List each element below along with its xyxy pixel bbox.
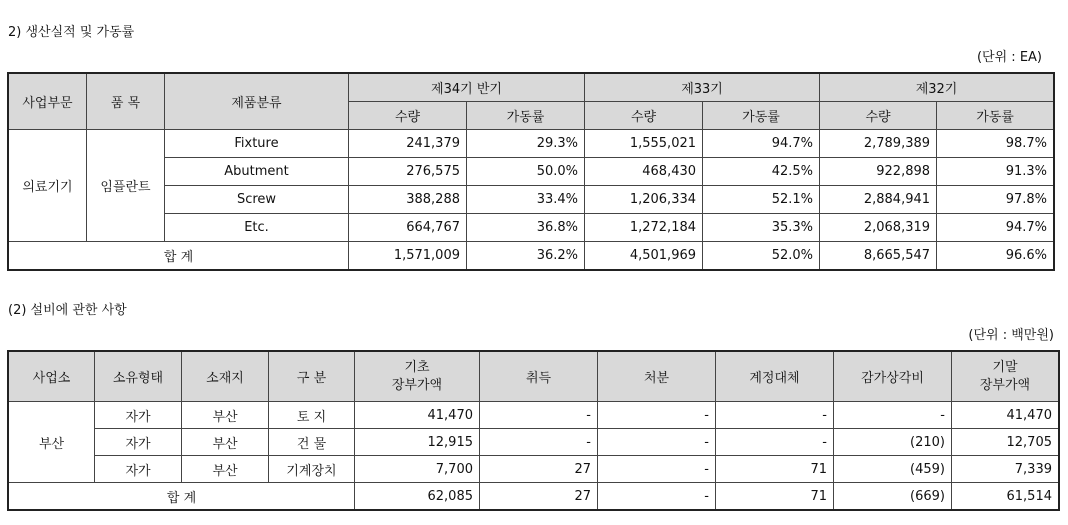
- facility-table: [8, 351, 1059, 510]
- qty-cell: 1,206,334: [585, 186, 703, 214]
- item-cell: 임플란트: [87, 130, 165, 242]
- col-item: 품 목: [87, 74, 165, 130]
- value-cell: (210): [834, 429, 952, 456]
- rate-cell: 94.7%: [703, 130, 820, 158]
- total-value: -: [598, 483, 716, 510]
- qty-cell: 922,898: [820, 158, 937, 186]
- col-depreciation: 감가상각비: [834, 352, 952, 402]
- value-cell: 7,339: [952, 456, 1059, 483]
- total-value: (669): [834, 483, 952, 510]
- col-period-34: 제34기 반기: [349, 74, 585, 102]
- col-rate: 가동률: [467, 102, 585, 130]
- qty-cell: 241,379: [349, 130, 467, 158]
- col-category: 제품분류: [165, 74, 349, 130]
- rate-cell: 52.1%: [703, 186, 820, 214]
- col-opening-book-value: [355, 352, 480, 402]
- table-row: [9, 130, 1054, 158]
- value-cell: -: [598, 429, 716, 456]
- qty-cell: 1,555,021: [585, 130, 703, 158]
- qty-cell: 1,272,184: [585, 214, 703, 242]
- section1-unit: (단위 : EA): [976, 50, 1042, 65]
- rate-cell: 35.3%: [703, 214, 820, 242]
- total-rate: 36.2%: [467, 242, 585, 270]
- rate-cell: 50.0%: [467, 158, 585, 186]
- col-period-33: 제33기: [585, 74, 820, 102]
- total-value: 27: [480, 483, 598, 510]
- qty-cell: 276,575: [349, 158, 467, 186]
- total-qty: 1,571,009: [349, 242, 467, 270]
- qty-cell: 2,068,319: [820, 214, 937, 242]
- value-cell: 71: [716, 456, 834, 483]
- col-site: 사업소: [9, 352, 95, 402]
- value-cell: -: [834, 402, 952, 429]
- location-cell: 부산: [182, 456, 269, 483]
- qty-cell: 2,789,389: [820, 130, 937, 158]
- rate-cell: 97.8%: [937, 186, 1054, 214]
- total-qty: 8,665,547: [820, 242, 937, 270]
- col-ownership: 소유형태: [95, 352, 182, 402]
- col-division: 사업부문: [9, 74, 87, 130]
- value-cell: 12,915: [355, 429, 480, 456]
- type-cell: 토 지: [269, 402, 355, 429]
- total-value: 61,514: [952, 483, 1059, 510]
- section2-unit: (단위 : 백만원): [968, 328, 1054, 343]
- col-type: 구 분: [269, 352, 355, 402]
- rate-cell: 98.7%: [937, 130, 1054, 158]
- rate-cell: 29.3%: [467, 130, 585, 158]
- col-rate: 가동률: [703, 102, 820, 130]
- total-row: [9, 242, 1054, 270]
- type-cell: 기계장치: [269, 456, 355, 483]
- value-cell: -: [480, 402, 598, 429]
- rate-cell: 94.7%: [937, 214, 1054, 242]
- production-table: [8, 73, 1054, 270]
- ownership-cell: 자가: [95, 456, 182, 483]
- table-row: [9, 429, 1059, 456]
- ownership-cell: 자가: [95, 429, 182, 456]
- total-label: 합 계: [9, 483, 355, 510]
- value-cell: 27: [480, 456, 598, 483]
- table-row: [9, 158, 1054, 186]
- value-cell: 12,705: [952, 429, 1059, 456]
- col-qty: 수량: [585, 102, 703, 130]
- qty-cell: 664,767: [349, 214, 467, 242]
- location-cell: 부산: [182, 429, 269, 456]
- col-disposal: 처분: [598, 352, 716, 402]
- total-value: 71: [716, 483, 834, 510]
- col-transfer: 계정대체: [716, 352, 834, 402]
- header-row: [9, 352, 1059, 402]
- value-cell: 41,470: [355, 402, 480, 429]
- col-qty: 수량: [820, 102, 937, 130]
- qty-cell: 2,884,941: [820, 186, 937, 214]
- col-ending-line2: 장부가액: [979, 377, 1031, 393]
- col-opening-line2: 장부가액: [391, 377, 443, 393]
- table-row: [9, 456, 1059, 483]
- qty-cell: 388,288: [349, 186, 467, 214]
- ownership-cell: 자가: [95, 402, 182, 429]
- total-label: 합 계: [9, 242, 349, 270]
- value-cell: -: [480, 429, 598, 456]
- category-cell: Abutment: [165, 158, 349, 186]
- total-value: 62,085: [355, 483, 480, 510]
- table-row: [9, 402, 1059, 429]
- col-acquisition: 취득: [480, 352, 598, 402]
- col-location: 소재지: [182, 352, 269, 402]
- header-row: [9, 74, 1054, 102]
- rate-cell: 36.8%: [467, 214, 585, 242]
- total-row: [9, 483, 1059, 510]
- rate-cell: 42.5%: [703, 158, 820, 186]
- total-rate: 96.6%: [937, 242, 1054, 270]
- value-cell: -: [716, 429, 834, 456]
- rate-cell: 91.3%: [937, 158, 1054, 186]
- location-cell: 부산: [182, 402, 269, 429]
- type-cell: 건 물: [269, 429, 355, 456]
- col-qty: 수량: [349, 102, 467, 130]
- rate-cell: 33.4%: [467, 186, 585, 214]
- col-ending-book-value: [952, 352, 1059, 402]
- value-cell: (459): [834, 456, 952, 483]
- category-cell: Screw: [165, 186, 349, 214]
- division-cell: 의료기기: [9, 130, 87, 242]
- qty-cell: 468,430: [585, 158, 703, 186]
- category-cell: Fixture: [165, 130, 349, 158]
- category-cell: Etc.: [165, 214, 349, 242]
- value-cell: 7,700: [355, 456, 480, 483]
- value-cell: -: [716, 402, 834, 429]
- site-cell: 부산: [9, 402, 95, 483]
- table-row: [9, 186, 1054, 214]
- total-rate: 52.0%: [703, 242, 820, 270]
- col-ending-line1: 기말: [992, 359, 1018, 375]
- section1-title: 2) 생산실적 및 가동률: [8, 25, 135, 40]
- section2-title: (2) 설비에 관한 사항: [8, 303, 127, 318]
- value-cell: -: [598, 402, 716, 429]
- value-cell: 41,470: [952, 402, 1059, 429]
- col-opening-line1: 기초: [404, 359, 430, 375]
- value-cell: -: [598, 456, 716, 483]
- col-period-32: 제32기: [820, 74, 1054, 102]
- col-rate: 가동률: [937, 102, 1054, 130]
- total-qty: 4,501,969: [585, 242, 703, 270]
- table-row: [9, 214, 1054, 242]
